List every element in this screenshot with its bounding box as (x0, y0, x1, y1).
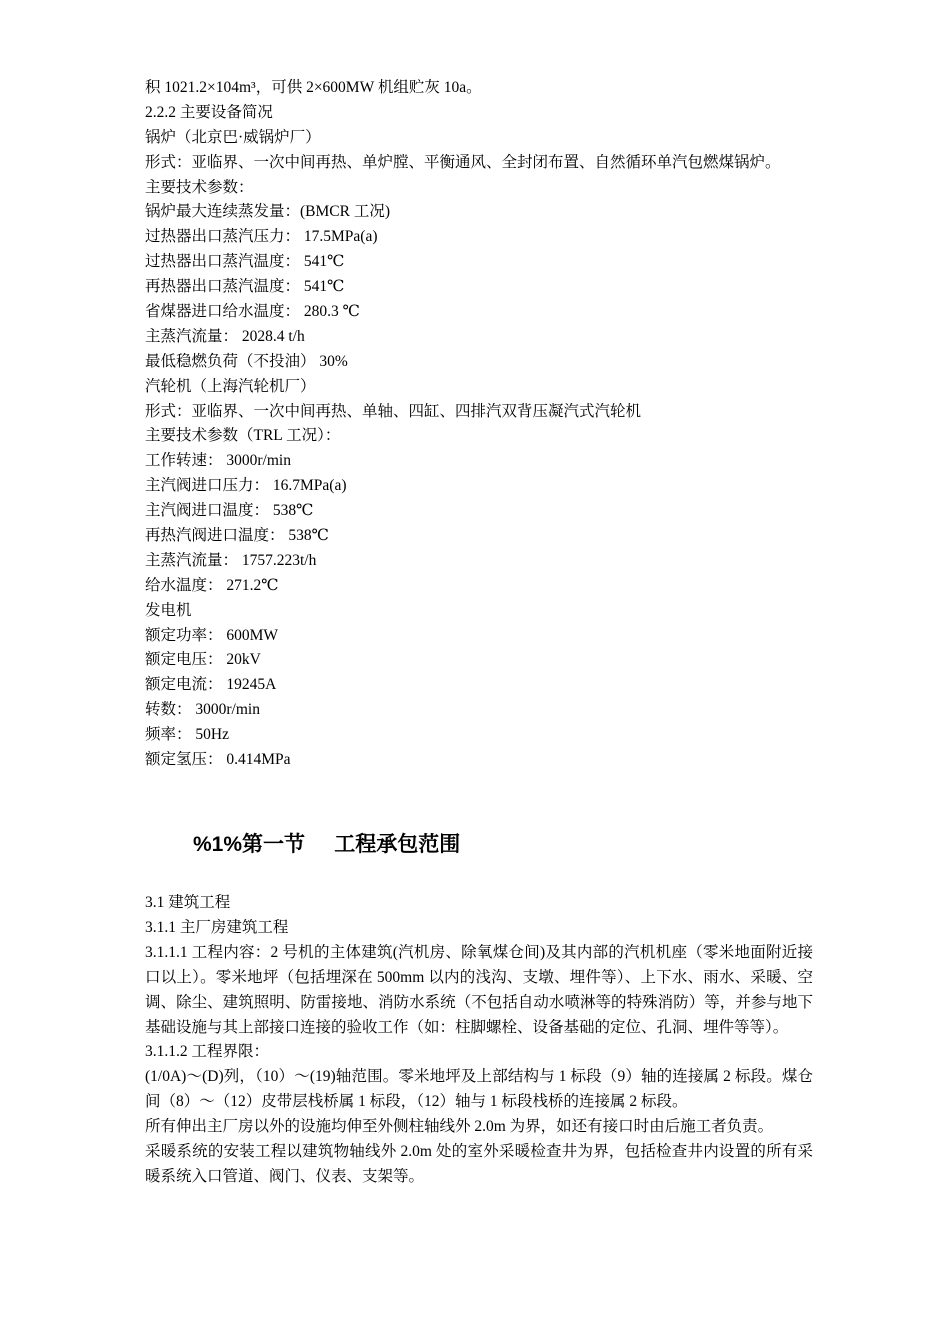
text-line: 主要技术参数： (145, 178, 254, 196)
text-line: 额定氢压： 0.414MPa (145, 751, 291, 769)
text-line: 主汽阀进口温度： 538℃ (145, 502, 314, 520)
text-line: 主蒸汽流量： 1757.223t/h (145, 551, 317, 569)
text-line: 过热器出口蒸汽压力： 17.5MPa(a) (145, 228, 378, 246)
text-line: 形式：亚临界、一次中间再热、单轴、四缸、四排汽双背压凝汽式汽轮机 (145, 402, 642, 420)
paragraph-boundary: (1/0A)～(D)列，（10）～(19)轴范围。零米地坪及上部结构与 1 标段（9）轴的连接属 2 标段。煤仓间（8）～（12）皮带层栈桥属 1 标段，（12）轴与 1 标段栈桥的连接属 2 标段。 (145, 1068, 813, 1111)
text-line: 积 1021.2×104m³，可供 2×600MW 机组贮灰 10a。 (145, 79, 482, 96)
text-line: 给水温度： 271.2℃ (145, 576, 279, 594)
text-line: 再热器出口蒸汽温度： 541℃ (145, 278, 345, 296)
text-line: 过热器出口蒸汽温度： 541℃ (145, 253, 345, 271)
text-line: 锅炉（北京巴·威锅炉厂） (145, 128, 321, 146)
paragraph-facilities: 所有伸出主厂房以外的设施均伸至外侧柱轴线外 2.0m 为界，如还有接口时由后施工者负责。 (145, 1118, 774, 1136)
text-line: 最低稳燃负荷（不投油） 30% (145, 352, 348, 370)
text-line: 频率： 50Hz (145, 726, 229, 744)
subsection-title: 3.1 建筑工程 (145, 894, 231, 911)
text-line: 3.1.1.2 工程界限： (145, 1043, 270, 1061)
text-line: 额定功率： 600MW (145, 626, 279, 644)
text-line: 发电机 (145, 601, 192, 619)
text-line: 汽轮机（上海汽轮机厂） (145, 377, 316, 395)
paragraph-work-content: 3.1.1.1 工程内容：2 号机的主体建筑(汽机房、除氧煤仓间)及其内部的汽机机座（零米地面附近接口以上）。零米地坪（包括埋深在 500mm 以内的浅沟、支墩、埋件等）、上下水、雨水、采暖、空调、除尘、建筑照明、防雷接地、消防水系统（不包括自动水喷淋等的特殊消防）等，并参与地下基础设施与其上部接口连接的验收工作（如：柱脚螺栓、设备基础的定位、孔洞、埋件等等）。 (145, 943, 813, 1036)
text-line: 主蒸汽流量： 2028.4 t/h (145, 327, 305, 345)
text-line: 工作转速： 3000r/min (145, 452, 291, 470)
text-line: 转数： 3000r/min (145, 701, 260, 719)
text-line: 额定电流： 19245A (145, 676, 277, 694)
paragraph-heating: 采暖系统的安装工程以建筑物轴线外 2.0m 处的室外采暖检查井为界，包括检查井内设置的所有采暖系统入口管道、阀门、仪表、支架等。 (145, 1143, 813, 1185)
subsection-title: 2.2.2 主要设备简况 (145, 103, 273, 121)
equipment-section (145, 76, 810, 773)
text-line: 主汽阀进口压力： 16.7MPa(a) (145, 477, 347, 495)
section-heading: %1%第一节 工程承包范围 (193, 833, 461, 856)
text-line: 再热汽阀进口温度： 538℃ (145, 527, 329, 545)
scope-section (145, 891, 813, 1190)
text-line: 省煤器进口给水温度： 280.3 ℃ (145, 303, 360, 321)
text-line: 主要技术参数（TRL 工况）： (145, 427, 341, 445)
subsection-title: 3.1.1 主厂房建筑工程 (145, 918, 289, 936)
text-line: 形式：亚临界、一次中间再热、单炉膛、平衡通风、全封闭布置、自然循环单汽包燃煤锅炉。 (145, 153, 781, 171)
text-line: 额定电压： 20kV (145, 651, 261, 669)
text-line: 锅炉最大连续蒸发量：(BMCR 工况) (145, 203, 390, 221)
